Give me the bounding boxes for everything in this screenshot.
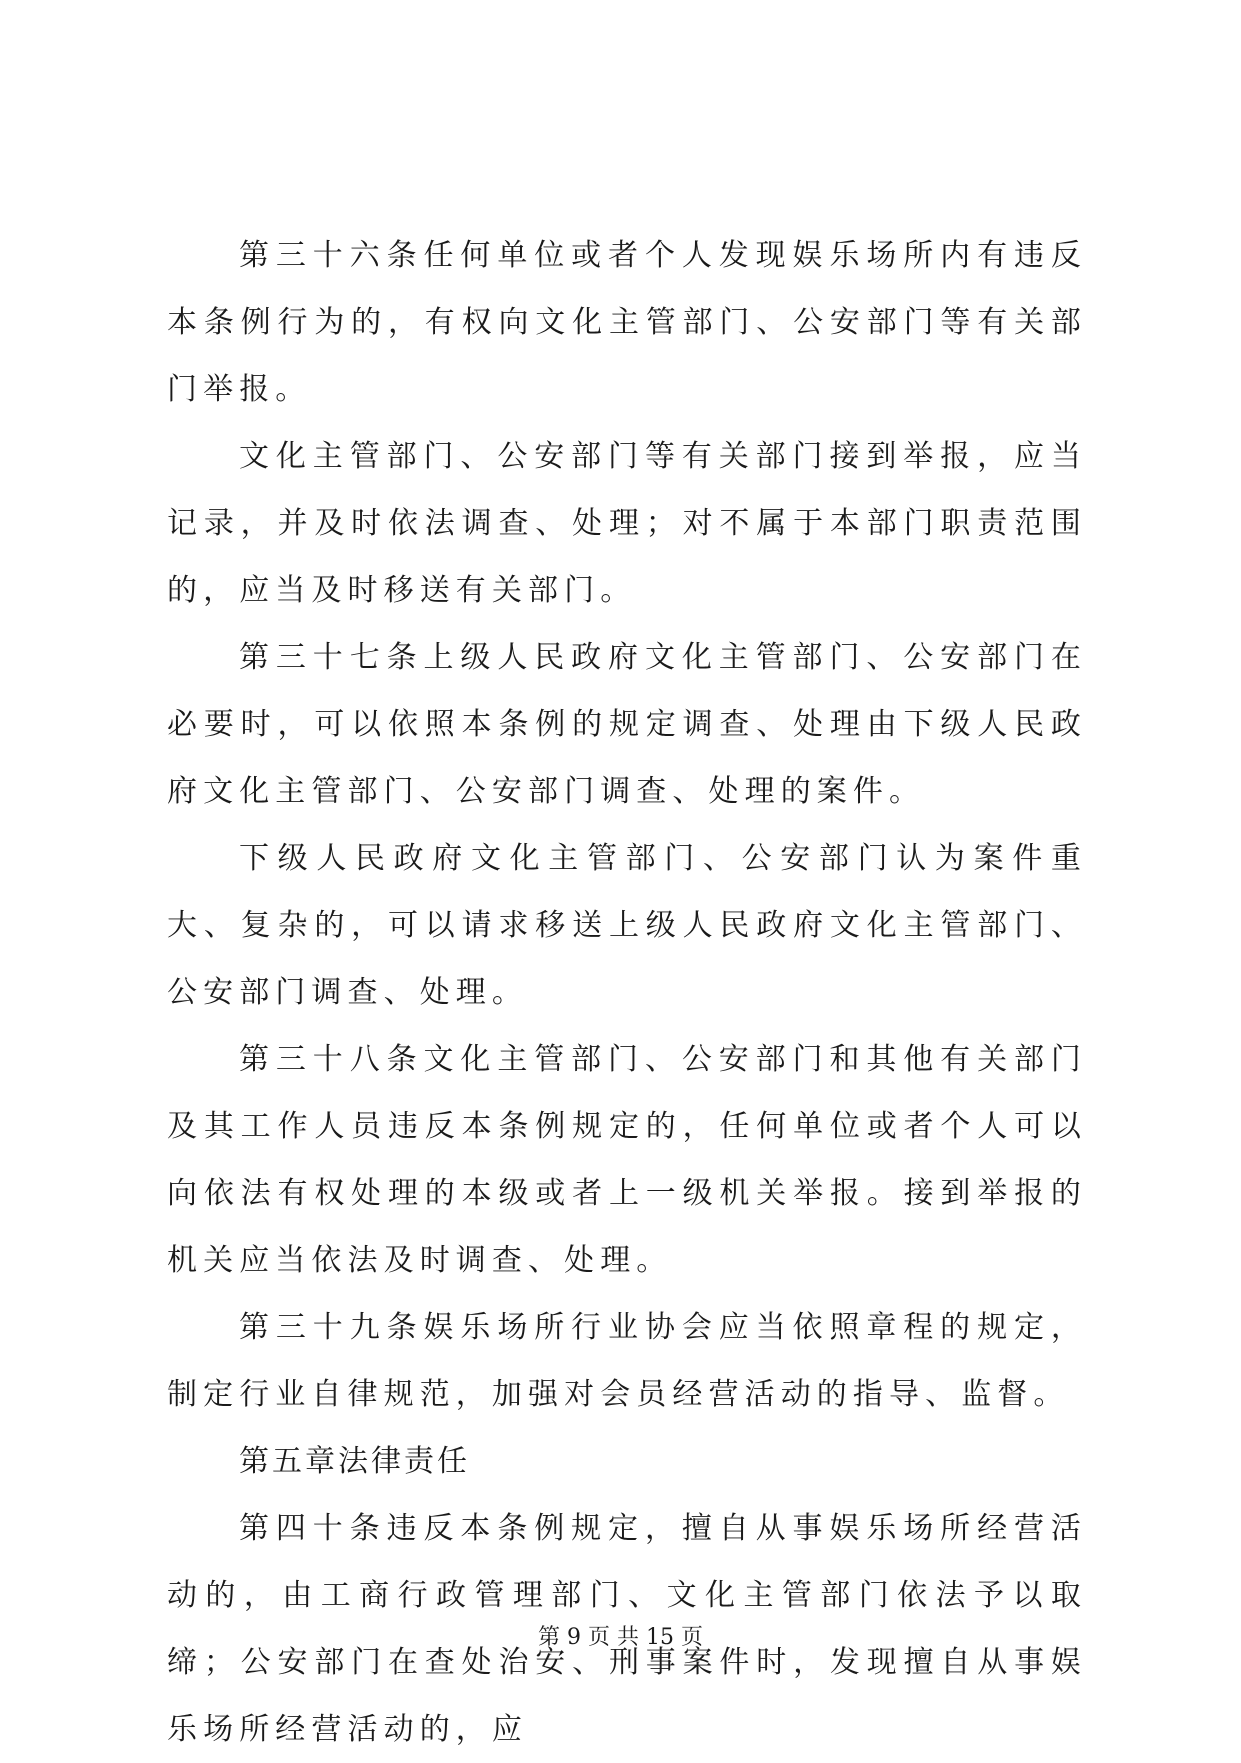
chapter-heading: 第五章法律责任 [239, 1444, 470, 1479]
article-36-clause-2-paragraph: 文化主管部门、公安部门等有关部门接到举报，应当记录，并及时依法调查、处理；对不属于本部门职责范围的，应当及时移送有关部门。 [167, 439, 1087, 608]
article-37-clause-2-paragraph: 下级人民政府文化主管部门、公安部门认为案件重大、复杂的，可以请求移送上级人民政府文化主管部门、公安部门调查、处理。 [167, 841, 1087, 1010]
article-37-paragraph: 第三十七条上级人民政府文化主管部门、公安部门在必要时，可以依照本条例的规定调查、处理由下级人民政府文化主管部门、公安部门调查、处理的案件。 [167, 640, 1087, 809]
article-39-paragraph: 第三十九条娱乐场所行业协会应当依照章程的规定，制定行业自律规范，加强对会员经营活动的指导、监督。 [167, 1310, 1087, 1412]
article-38-paragraph: 第三十八条文化主管部门、公安部门和其他有关部门及其工作人员违反本条例规定的，任何单位或者个人可以向依法有权处理的本级或者上一级机关举报。接到举报的机关应当依法及时调查、处理。 [167, 1042, 1087, 1278]
article-40-paragraph: 第四十条违反本条例规定，擅自从事娱乐场所经营活动的，由工商行政管理部门、文化主管部门依法予以取缔；公安部门在查处治安、刑事案件时，发现擅自从事娱乐场所经营活动的，应 [167, 1511, 1087, 1747]
page-number-footer: 第 9 页 共 15 页 [538, 1625, 703, 1650]
article-36-paragraph: 第三十六条任何单位或者个人发现娱乐场所内有违反本条例行为的，有权向文化主管部门、公安部门等有关部门举报。 [167, 238, 1087, 407]
document-body [167, 222, 1087, 1763]
